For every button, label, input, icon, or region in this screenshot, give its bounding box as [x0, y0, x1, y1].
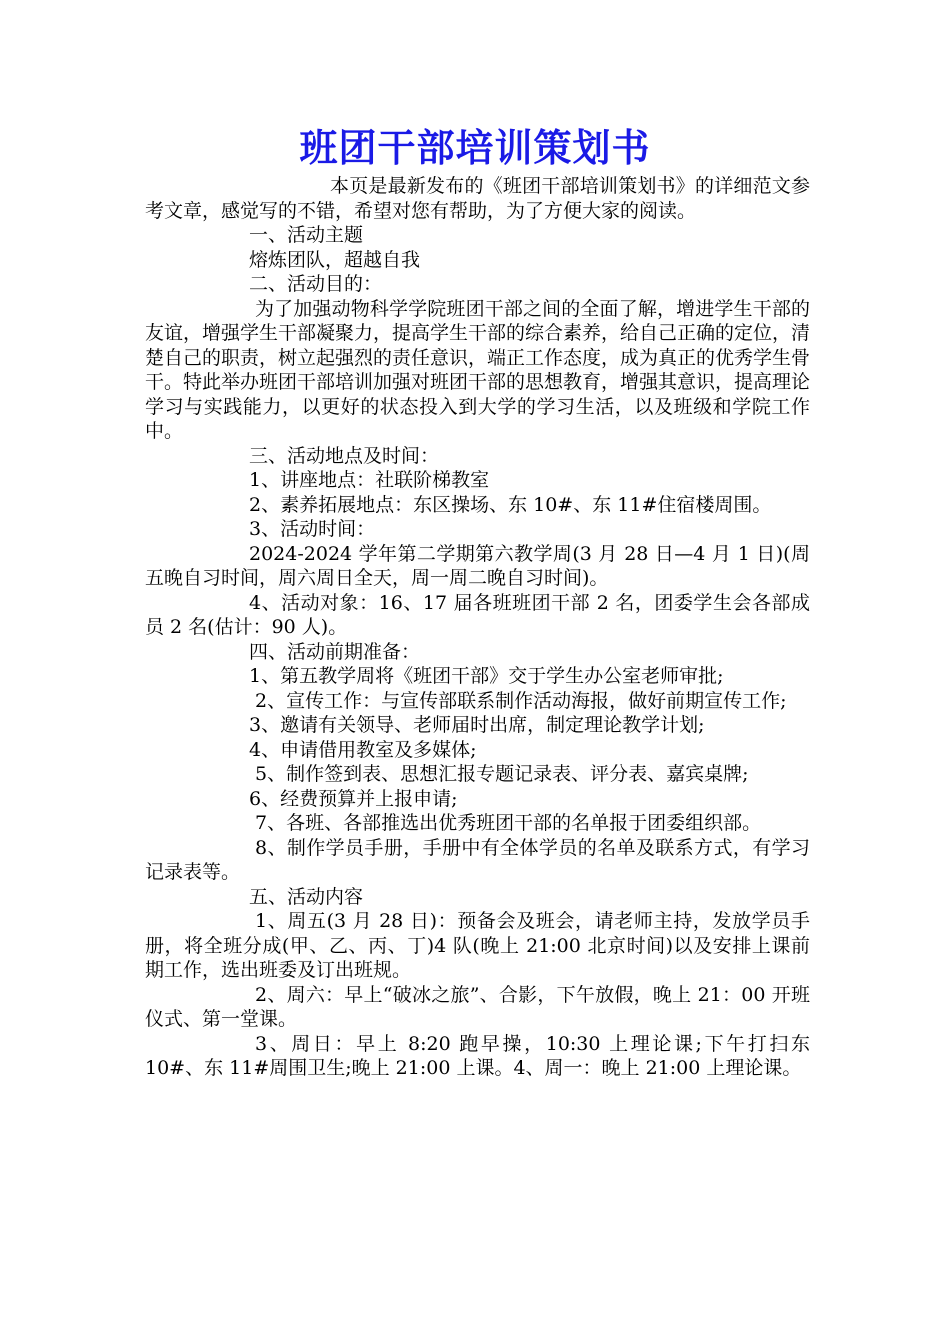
- purpose-paragraph: 为了加强动物科学学院班团干部之间的全面了解，增进学生干部的友谊，增强学生干部凝聚力，提高学生干部的综合素养，给自己正确的定位，清楚自己的职责，树立起强烈的责任意识，端正工作态度，成为真正的优秀学生骨干。特此举办班团干部培训加强对班团干部的思想教育，增强其意识，提高理论学习与实践能力，以更好的状态投入到大学的学习生活，以及班级和学院工作中。: [145, 297, 811, 442]
- prep-item-6: 6、经费预算并上报申请;: [249, 787, 458, 810]
- prep-item-1: 1、第五教学周将《班团干部》交于学生办公室老师审批;: [249, 665, 724, 687]
- section-heading-preparation: 四、活动前期准备：: [249, 640, 421, 663]
- document-title: 班团干部培训策划书: [299, 125, 651, 170]
- prep-item-4: 4、申请借用教室及多媒体;: [249, 738, 477, 761]
- intro-paragraph: 本页是最新发布的《班团干部培训策划书》的详细范文参考文章，感觉写的不错，希望对您有帮助，为了方便大家的阅读。: [145, 175, 810, 222]
- theme-text: 熔炼团队，超越自我: [249, 248, 421, 271]
- content-item-1: 1、周五(3 月 28 日)：预备会及班会，请老师主持，发放学员手册，将全班分成(甲、乙、丙、丁)4 队(晚上 21:00 北京时间)以及安排上课前期工作，选出班委及订出班规。: [145, 910, 810, 981]
- prep-item-8: 8、制作学员手册，手册中有全体学员的名单及联系方式，有学习记录表等。: [145, 836, 810, 883]
- section-heading-venue-time: 三、活动地点及时间：: [249, 444, 440, 467]
- document-body: [145, 174, 810, 1081]
- venue-lecture: 1、讲座地点：社联阶梯教室: [249, 469, 490, 491]
- prep-item-3: 3、邀请有关领导、老师届时出席，制定理论教学计划;: [249, 714, 705, 736]
- prep-item-5: 5、制作签到表、思想汇报专题记录表、评分表、嘉宾桌牌;: [255, 763, 749, 785]
- content-item-3: 3、周日：早上 8:20 跑早操，10:30 上理论课;下午打扫东 10#、东 11#周围卫生;晚上 21:00 上课。4、周一：晚上 21:00 上理论课。: [145, 1032, 810, 1079]
- content-item-2: 2、周六：早上“破冰之旅”、合影，下午放假，晚上 21：00 开班仪式、第一堂课。: [145, 983, 810, 1030]
- venue-outdoor: 2、素养拓展地点：东区操场、东 10#、东 11#住宿楼周围。: [249, 493, 772, 516]
- prep-item-7: 7、各班、各部推选出优秀班团干部的名单报于团委组织部。: [255, 812, 762, 834]
- section-heading-content: 五、活动内容: [249, 885, 364, 908]
- time-detail: 2024-2024 学年第二学期第六教学周(3 月 28 日—4 月 1 日)(周五晚自习时间，周六周日全天，周一周二晚自习时间)。: [145, 542, 810, 589]
- section-heading-purpose: 二、活动目的：: [249, 273, 383, 295]
- prep-item-2: 2、宣传工作：与宣传部联系制作活动海报，做好前期宣传工作;: [255, 689, 787, 712]
- section-heading-theme: 一、活动主题: [249, 224, 364, 246]
- participants: 4、活动对象：16、17 届各班班团干部 2 名，团委学生会各部成员 2 名(估计：90 人)。: [145, 591, 810, 638]
- time-heading: 3、活动时间：: [249, 518, 376, 540]
